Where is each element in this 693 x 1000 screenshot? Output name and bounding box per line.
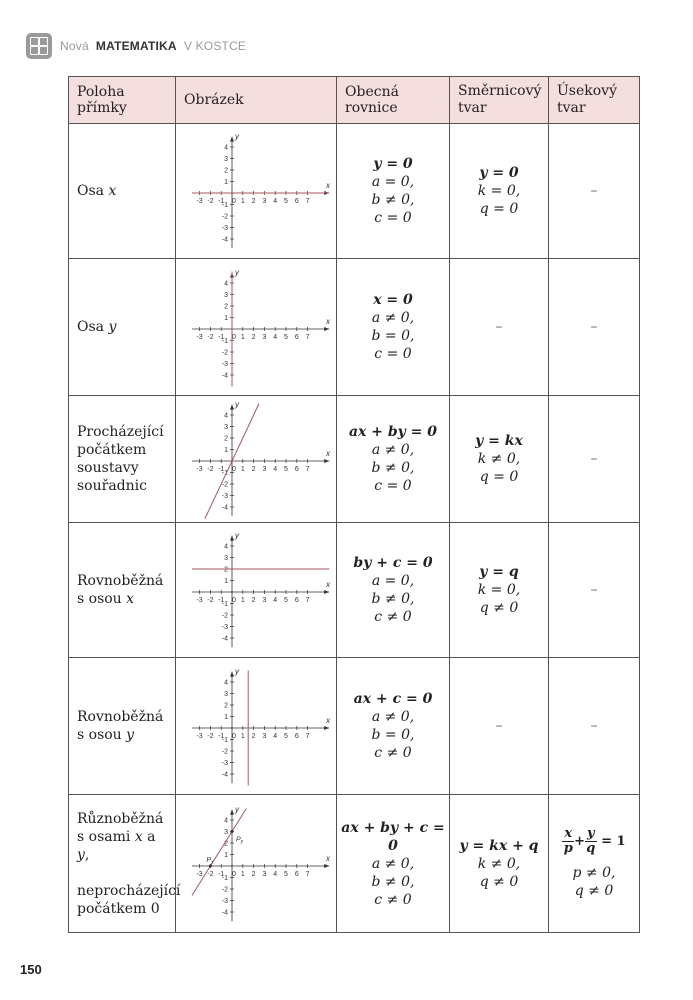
y-axis-label: y (234, 666, 239, 676)
position-text: s osou (77, 591, 127, 607)
y-tick-label: 4 (223, 280, 228, 288)
slope-cell: – (450, 259, 549, 396)
equation-main: by + c = 0 (353, 555, 433, 571)
equation-condition: k ≠ 0, (477, 855, 521, 872)
x-tick-label: 5 (283, 198, 288, 205)
y-tick-label: 3 (223, 555, 228, 562)
y-tick-label: 4 (223, 144, 228, 152)
x-tick-label: 1 (240, 597, 245, 604)
equation-condition: q ≠ 0 (574, 883, 614, 899)
calculator-icon (26, 33, 52, 59)
x-tick-label: 2 (251, 597, 256, 604)
y-tick-label: -2 (221, 481, 228, 489)
x-axis-label: x (325, 317, 330, 326)
line-position-table (68, 76, 640, 933)
fraction-y-q: $\frac{y}{q}$ (586, 826, 596, 856)
x-tick-label: -2 (206, 597, 214, 604)
equation-condition: p ≠ 0, (572, 865, 616, 881)
x-tick-label: 1 (240, 466, 245, 473)
intercept-cell: $\frac{x}{p}$ + $\frac{y}{q}$ = 1 p ≠ 0, q ≠ 0 (549, 795, 640, 933)
y-tick-label: -4 (221, 635, 228, 643)
equation-condition: q ≠ 0 (479, 873, 519, 890)
table-row (69, 396, 640, 523)
position-text: x (108, 183, 117, 199)
x-axis-label: x (325, 580, 330, 589)
x-tick-label: 7 (305, 597, 310, 604)
x-tick-label: 1 (240, 733, 245, 740)
equation-condition: c = 0 (374, 210, 412, 226)
equation-main: ax + c = 0 (353, 691, 433, 707)
col-header-general: Obecná rovnice (337, 77, 450, 124)
image-cell (176, 795, 337, 933)
y-tick-label: 1 (223, 447, 228, 454)
x-tick-label: 2 (251, 334, 256, 341)
y-axis-label: y (234, 530, 239, 540)
position-text: y (126, 727, 135, 743)
x-tick-label: 0 (231, 733, 236, 740)
position-text: Rovnoběžná (77, 573, 164, 589)
y-tick-label: 2 (223, 566, 228, 574)
y-arrow-icon (230, 672, 234, 677)
x-tick-label: 4 (272, 334, 277, 341)
table-header-row (69, 77, 640, 124)
y-axis-label: y (234, 804, 239, 814)
x-axis-label: x (325, 853, 330, 863)
x-arrow-icon (324, 327, 329, 331)
y-tick-label: 4 (223, 817, 228, 824)
y-tick-label: -3 (221, 493, 228, 500)
position-text: počátkem (77, 442, 147, 458)
graph-3 (184, 530, 329, 650)
equation-condition: c ≠ 0 (374, 891, 412, 908)
y-tick-label: 4 (223, 543, 228, 551)
y-tick-label: -3 (221, 897, 228, 905)
x-tick-label: 4 (272, 597, 277, 604)
x-tick-label: 0 (231, 334, 236, 341)
x-tick-label: 2 (251, 466, 256, 473)
slope-cell (450, 124, 549, 259)
x-arrow-icon (324, 726, 329, 730)
y-tick-label: 2 (223, 167, 228, 175)
graph-5 (184, 804, 329, 924)
x-tick-label: -3 (195, 198, 203, 205)
position-text: Rovnoběžná (77, 709, 164, 725)
x-arrow-icon (324, 590, 329, 594)
x-tick-label: 4 (272, 733, 277, 740)
x-tick-label: 1 (240, 870, 245, 878)
equation-condition: a ≠ 0, (371, 310, 415, 326)
equation-condition: b ≠ 0, (371, 873, 415, 890)
position-cell (69, 795, 181, 933)
y-tick-label: -2 (221, 349, 228, 357)
equation-condition: k = 0, (477, 183, 521, 199)
x-tick-label: 7 (305, 198, 310, 205)
y-tick-label: 1 (223, 179, 228, 186)
slope-cell: – (450, 658, 549, 795)
y-tick-label: -1 (221, 470, 228, 477)
equation-condition: b = 0, (371, 727, 415, 743)
y-axis-label: y (234, 399, 239, 409)
y-tick-label: -3 (221, 361, 228, 368)
col-header-image: Obrázek (176, 77, 337, 124)
graph-0 (184, 131, 329, 251)
x-tick-label: -3 (195, 597, 203, 604)
position-cell (69, 259, 176, 396)
table-row (69, 259, 640, 396)
x-tick-label: 6 (294, 733, 299, 740)
position-text: soustavy (77, 460, 139, 476)
x-tick-label: 6 (294, 870, 299, 878)
equation-condition: a ≠ 0, (371, 442, 415, 458)
y-tick-label: 3 (223, 828, 228, 836)
x-tick-label: 0 (231, 597, 236, 604)
x-tick-label: 3 (261, 733, 266, 740)
x-tick-label: 0 (231, 870, 236, 878)
y-tick-label: 2 (223, 702, 228, 710)
equation-condition: b ≠ 0, (371, 591, 415, 607)
x-tick-label: -3 (195, 466, 203, 473)
x-tick-label: 4 (272, 198, 277, 205)
position-text: y (108, 319, 117, 335)
position-text: x (134, 828, 143, 845)
table-row (69, 523, 640, 658)
y-tick-label: -2 (221, 748, 228, 756)
y-arrow-icon (230, 536, 234, 541)
equation-main: y = 0 (479, 165, 519, 181)
y-tick-label: 2 (223, 840, 228, 847)
equation-condition: b = 0, (371, 328, 415, 344)
x-axis-label: x (325, 449, 330, 458)
x-tick-label: -2 (206, 870, 214, 878)
y-tick-label: -4 (221, 372, 228, 380)
graph-2 (184, 399, 329, 519)
y-tick-label: -3 (221, 225, 228, 232)
position-cell (69, 396, 176, 523)
x-axis-label: x (325, 181, 330, 190)
y-tick-label: -4 (221, 909, 228, 916)
x-tick-label: 6 (294, 597, 299, 604)
y-tick-label: -4 (221, 771, 228, 779)
x-tick-label: 2 (251, 198, 256, 205)
y-arrow-icon (230, 137, 234, 142)
x-tick-label: -3 (195, 870, 203, 878)
y-arrow-icon (230, 809, 234, 814)
equation-condition: a ≠ 0, (371, 855, 415, 872)
position-text: s osami (77, 828, 135, 845)
x-tick-label: 3 (261, 334, 266, 341)
title-prefix: Nová (60, 39, 89, 53)
x-tick-label: 6 (294, 334, 299, 341)
equation-condition: b ≠ 0, (371, 460, 415, 476)
x-tick-label: -3 (195, 334, 203, 341)
x-tick-label: -1 (217, 597, 224, 604)
image-cell (176, 658, 337, 795)
equation-main: y = kx (475, 433, 523, 449)
y-tick-label: 4 (223, 412, 228, 420)
x-tick-label: 1 (240, 198, 245, 205)
position-text: neprocházející (77, 882, 181, 899)
title-suffix: V KOSTCE (183, 39, 247, 53)
position-text: x (126, 591, 135, 607)
x-tick-label: 0 (231, 198, 236, 205)
x-tick-label: 0 (231, 466, 236, 473)
x-tick-label: 5 (283, 466, 288, 473)
slope-cell (450, 523, 549, 658)
page-header (26, 33, 246, 59)
x-tick-label: -1 (217, 334, 224, 341)
x-tick-label: -2 (206, 198, 214, 205)
x-tick-label: -1 (217, 870, 224, 878)
y-tick-label: -1 (221, 338, 228, 345)
y-tick-label: 1 (223, 851, 228, 859)
x-tick-label: 6 (294, 466, 299, 473)
y-tick-label: -4 (221, 236, 228, 244)
equation-condition: c = 0 (374, 478, 412, 494)
position-text: s osou (77, 727, 127, 743)
position-cell (69, 124, 176, 259)
y-axis-label: y (234, 131, 239, 141)
y-tick-label: -4 (221, 504, 228, 512)
x-tick-label: 3 (261, 597, 266, 604)
y-tick-label: -3 (221, 760, 228, 767)
book-title (60, 39, 246, 53)
x-tick-label: 3 (261, 198, 266, 205)
y-tick-label: 1 (223, 315, 228, 322)
equation-condition: a ≠ 0, (371, 709, 415, 725)
x-tick-label: -1 (217, 198, 224, 205)
x-tick-label: -1 (217, 733, 224, 740)
table-row (69, 658, 640, 795)
intercept-cell: – (549, 259, 640, 396)
x-tick-label: -2 (206, 733, 214, 740)
x-tick-label: 7 (305, 466, 310, 473)
x-tick-label: 2 (251, 870, 256, 878)
x-tick-label: 3 (261, 466, 266, 473)
general-cell (337, 396, 450, 523)
y-axis-label: y (234, 267, 239, 277)
equation-condition: c = 0 (374, 346, 412, 362)
y-tick-label: 1 (223, 578, 228, 585)
y-tick-label: 3 (223, 292, 228, 299)
general-cell (337, 523, 450, 658)
equation-condition: q = 0 (479, 469, 519, 485)
x-tick-label: -3 (195, 733, 203, 740)
y-tick-label: 4 (223, 679, 228, 687)
y-tick-label: -1 (221, 874, 228, 882)
position-text: Procházející (77, 424, 164, 440)
image-cell (176, 523, 337, 658)
equation-main: ax + by + c = 0 (341, 819, 445, 854)
position-text: souřadnic (77, 478, 147, 494)
table-row (69, 124, 640, 259)
x-tick-label: -2 (206, 334, 214, 341)
x-tick-label: 5 (283, 334, 288, 341)
intercept-cell: – (549, 658, 640, 795)
position-cell (69, 658, 176, 795)
y-tick-label: -2 (221, 612, 228, 620)
x-tick-label: 5 (283, 733, 288, 740)
point-py-label: $P_y$ (235, 836, 243, 845)
point-px-label: $P_x$ (205, 856, 214, 865)
general-cell (337, 124, 450, 259)
equation-condition: a = 0, (371, 573, 415, 589)
x-arrow-icon (324, 864, 329, 868)
x-axis-label: x (325, 716, 330, 725)
equation-condition: b ≠ 0, (371, 192, 415, 208)
y-tick-label: -1 (221, 202, 228, 209)
general-cell (337, 795, 450, 933)
slope-cell (450, 795, 549, 933)
image-cell (176, 396, 337, 523)
equation-condition: c ≠ 0 (374, 745, 412, 761)
position-text: y (77, 846, 85, 863)
y-tick-label: 1 (223, 714, 228, 721)
equation-condition: q = 0 (479, 201, 519, 217)
equation-main: x = 0 (373, 292, 413, 308)
col-header-slope: Směrnicový tvar (450, 77, 549, 124)
y-tick-label: -2 (221, 213, 228, 221)
position-text: Osa (77, 183, 109, 199)
x-tick-label: 1 (240, 334, 245, 341)
equation-condition: a = 0, (371, 174, 415, 190)
y-tick-label: 3 (223, 424, 228, 431)
slope-cell (450, 396, 549, 523)
graph-line (192, 808, 246, 895)
position-text: a (142, 828, 156, 845)
position-text: počátkem 0 (77, 900, 160, 917)
title-bold: MATEMATIKA (95, 39, 177, 53)
x-tick-label: 7 (305, 870, 310, 878)
x-tick-label: 4 (272, 466, 277, 473)
y-tick-label: -1 (221, 601, 228, 608)
equation-main: ax + by = 0 (348, 424, 438, 440)
page-number: 150 (20, 962, 42, 977)
point-py (230, 830, 233, 833)
equation-condition: k = 0, (477, 582, 521, 598)
y-tick-label: -1 (221, 737, 228, 744)
x-tick-label: 6 (294, 198, 299, 205)
col-header-intercept: Úsekový tvar (549, 77, 640, 124)
y-tick-label: -3 (221, 624, 228, 631)
intercept-cell: – (549, 396, 640, 523)
x-tick-label: 5 (283, 597, 288, 604)
equation-condition: q ≠ 0 (479, 600, 519, 616)
equation-main: y = kx + q (459, 837, 539, 854)
table-row (69, 795, 640, 933)
y-tick-label: 2 (223, 435, 228, 443)
x-tick-label: 4 (272, 870, 277, 878)
equation-condition: k ≠ 0, (477, 451, 521, 467)
image-cell (176, 124, 337, 259)
col-header-position: Poloha přímky (69, 77, 176, 124)
position-text: , (84, 846, 90, 863)
x-tick-label: -2 (206, 466, 214, 473)
x-tick-label: 3 (261, 870, 266, 878)
position-text: Různoběžná (77, 810, 164, 827)
image-cell (176, 259, 337, 396)
equation-main: y = q (479, 564, 519, 580)
y-tick-label: -2 (221, 886, 228, 893)
intercept-cell: – (549, 124, 640, 259)
x-arrow-icon (324, 459, 329, 463)
y-tick-label: 3 (223, 691, 228, 698)
general-cell (337, 259, 450, 396)
x-tick-label: 2 (251, 733, 256, 740)
y-arrow-icon (230, 405, 234, 410)
x-tick-label: -1 (217, 466, 224, 473)
x-tick-label: 7 (305, 733, 310, 740)
fraction-x-p: $\frac{x}{p}$ (563, 826, 573, 856)
position-text: Osa (77, 319, 109, 335)
y-tick-label: 2 (223, 303, 228, 311)
intercept-cell: – (549, 523, 640, 658)
general-cell (337, 658, 450, 795)
y-tick-label: 3 (223, 156, 228, 163)
equation-main: y = 0 (373, 156, 413, 172)
graph-4 (184, 666, 329, 786)
x-tick-label: 5 (283, 870, 288, 878)
position-cell (69, 523, 176, 658)
x-tick-label: 7 (305, 334, 310, 341)
graph-1 (184, 267, 329, 387)
equation-condition: c ≠ 0 (374, 609, 412, 625)
